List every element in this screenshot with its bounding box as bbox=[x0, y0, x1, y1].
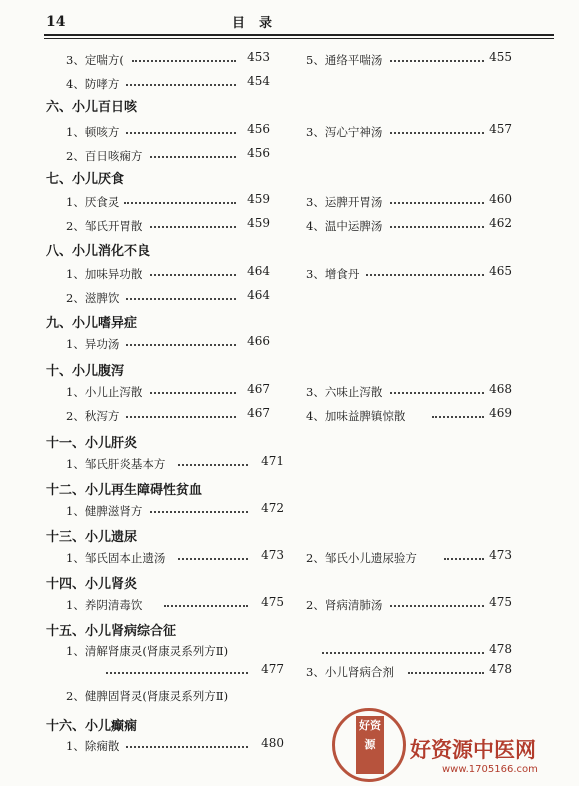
leader-dots bbox=[124, 202, 236, 204]
watermark-url: www.1705166.com bbox=[442, 764, 538, 775]
toc-entry-page: 480 bbox=[261, 736, 284, 750]
leader-dots bbox=[390, 605, 484, 607]
toc-entry-title: 1、邹氏肝炎基本方 bbox=[66, 457, 166, 471]
toc-entry-page: 473 bbox=[489, 548, 512, 562]
toc-entry-page: 459 bbox=[247, 192, 270, 206]
toc-entry-title: 4、温中运脾汤 bbox=[306, 219, 383, 233]
leader-dots bbox=[126, 298, 236, 300]
toc-entry-title: 2、邹氏开胃散 bbox=[66, 219, 143, 233]
toc-entry-title: 1、顿咳方 bbox=[66, 125, 120, 139]
leader-dots bbox=[390, 226, 484, 228]
section-heading: 十、小儿腹泻 bbox=[46, 364, 125, 379]
toc-entry-title: 1、小儿止泻散 bbox=[66, 385, 143, 399]
toc-entry-page: 477 bbox=[261, 662, 284, 676]
leader-dots bbox=[164, 605, 248, 607]
leader-dots bbox=[126, 746, 248, 748]
leader-dots bbox=[132, 60, 236, 62]
toc-entry-page: 465 bbox=[489, 264, 512, 278]
leader-dots bbox=[126, 416, 236, 418]
section-heading: 十六、小儿癫痫 bbox=[46, 719, 138, 734]
toc-entry-title: 3、小儿肾病合剂 bbox=[306, 665, 394, 679]
section-heading: 十五、小儿肾病综合征 bbox=[46, 624, 177, 639]
leader-dots bbox=[150, 226, 236, 228]
leader-dots bbox=[390, 392, 484, 394]
watermark-brand: 好资源中医网 bbox=[410, 737, 536, 762]
leader-dots bbox=[322, 652, 484, 654]
toc-entry-title: 3、增食丹 bbox=[306, 267, 360, 281]
leader-dots bbox=[408, 672, 484, 674]
toc-entry-title: 2、秋泻方 bbox=[66, 409, 120, 423]
section-heading: 十一、小儿肝炎 bbox=[46, 436, 138, 451]
toc-entry-title: 3、泻心宁神汤 bbox=[306, 125, 383, 139]
toc-entry-page: 456 bbox=[247, 122, 270, 136]
leader-dots bbox=[150, 511, 248, 513]
toc-entry-page: 467 bbox=[247, 406, 270, 420]
leader-dots bbox=[178, 558, 248, 560]
toc-entry-page: 460 bbox=[489, 192, 512, 206]
leader-dots bbox=[106, 672, 248, 674]
toc-entry-title: 1、清解肾康灵(肾康灵系列方Ⅱ) bbox=[66, 644, 229, 658]
toc-entry-page: 469 bbox=[489, 406, 512, 420]
toc-entry-page: 464 bbox=[247, 288, 270, 302]
leader-dots bbox=[390, 132, 484, 134]
header-rule bbox=[44, 34, 554, 36]
toc-entry-page: 473 bbox=[261, 548, 284, 562]
leader-dots bbox=[126, 132, 236, 134]
leader-dots bbox=[390, 202, 484, 204]
toc-entry-page: 466 bbox=[247, 334, 270, 348]
toc-entry-title: 2、百日咳痫方 bbox=[66, 149, 143, 163]
toc-entry-page: 455 bbox=[489, 50, 512, 64]
toc-entry-page: 454 bbox=[247, 74, 270, 88]
section-heading: 七、小儿厌食 bbox=[46, 172, 125, 187]
toc-entry-page: 453 bbox=[247, 50, 270, 64]
toc-entry-page: 459 bbox=[247, 216, 270, 230]
toc-entry-title: 1、健脾滋肾方 bbox=[66, 504, 143, 518]
page-title: 目录 bbox=[232, 16, 287, 31]
toc-entry-title: 3、六味止泻散 bbox=[306, 385, 383, 399]
section-heading: 九、小儿嗜异症 bbox=[46, 316, 138, 331]
toc-entry-title: 1、除痫散 bbox=[66, 739, 120, 753]
toc-entry-page: 462 bbox=[489, 216, 512, 230]
leader-dots bbox=[366, 274, 484, 276]
toc-entry-title: 2、滋脾饮 bbox=[66, 291, 120, 305]
toc-entry-title: 1、邹氏固本止遗汤 bbox=[66, 551, 166, 565]
header-rule-thin bbox=[44, 38, 554, 39]
toc-entry-title: 3、定喘方( bbox=[66, 53, 124, 67]
toc-entry-title: 1、养阴清毒饮 bbox=[66, 598, 143, 612]
toc-entry-page: 456 bbox=[247, 146, 270, 160]
toc-entry-page: 471 bbox=[261, 454, 284, 468]
seal-logo-text: 好资源 bbox=[356, 716, 384, 774]
toc-entry-page: 464 bbox=[247, 264, 270, 278]
toc-entry-title: 2、邹氏小儿遗尿验方 bbox=[306, 551, 417, 565]
leader-dots bbox=[178, 464, 248, 466]
toc-entry-page: 457 bbox=[489, 122, 512, 136]
toc-entry-page: 468 bbox=[489, 382, 512, 396]
section-heading: 八、小儿消化不良 bbox=[46, 244, 151, 259]
toc-entry-title: 1、厌食灵 bbox=[66, 195, 120, 209]
toc-entry-title: 3、运脾开胃汤 bbox=[306, 195, 383, 209]
toc-entry-page: 478 bbox=[489, 662, 512, 676]
toc-entry-page: 467 bbox=[247, 382, 270, 396]
section-heading: 十二、小儿再生障碍性贫血 bbox=[46, 483, 203, 498]
toc-entry-page: 475 bbox=[261, 595, 284, 609]
toc-entry-page: 472 bbox=[261, 501, 284, 515]
toc-entry-title: 2、健脾固肾灵(肾康灵系列方Ⅱ) bbox=[66, 689, 229, 703]
leader-dots bbox=[390, 60, 484, 62]
page-number: 14 bbox=[46, 14, 66, 30]
section-heading: 六、小儿百日咳 bbox=[46, 100, 138, 115]
section-heading: 十三、小儿遗尿 bbox=[46, 530, 138, 545]
toc-entry-page: 478 bbox=[489, 642, 512, 656]
toc-entry-title: 2、肾病清肺汤 bbox=[306, 598, 383, 612]
leader-dots bbox=[126, 344, 236, 346]
toc-entry-title: 4、防哮方 bbox=[66, 77, 120, 91]
toc-entry-title: 1、加味异功散 bbox=[66, 267, 143, 281]
toc-entry-page: 475 bbox=[489, 595, 512, 609]
toc-entry-title: 5、通络平喘汤 bbox=[306, 53, 383, 67]
leader-dots bbox=[126, 84, 236, 86]
section-heading: 十四、小儿肾炎 bbox=[46, 577, 138, 592]
leader-dots bbox=[150, 392, 236, 394]
leader-dots bbox=[150, 156, 236, 158]
toc-entry-title: 1、异功汤 bbox=[66, 337, 120, 351]
leader-dots bbox=[432, 416, 484, 418]
toc-entry-title: 4、加味益脾镇惊散 bbox=[306, 409, 406, 423]
leader-dots bbox=[150, 274, 236, 276]
